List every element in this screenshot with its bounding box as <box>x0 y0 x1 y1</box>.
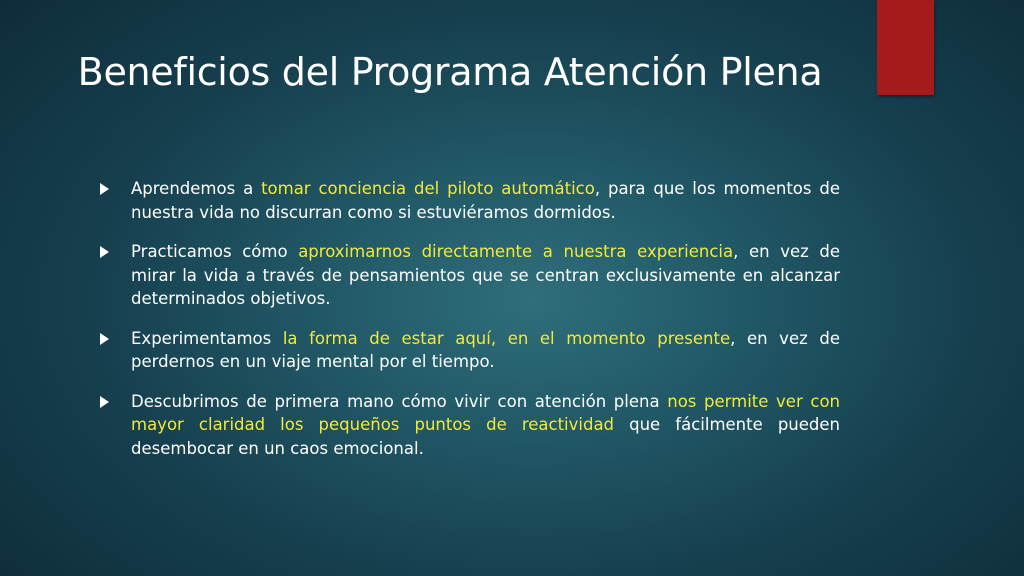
triangle-right-icon <box>100 333 109 345</box>
triangle-right-icon <box>100 396 109 408</box>
red-accent-tab <box>877 0 934 95</box>
bullet-text: Descubrimos de primera mano cómo vivir con atención plena <box>131 391 668 411</box>
bullet-text: Experimentamos <box>131 328 283 348</box>
bullet-list <box>100 177 840 476</box>
bullet-text: , para que los momentos de nuestra vida no discurran como si estuviéramos dormidos. <box>131 179 840 222</box>
triangle-right-icon <box>100 246 109 258</box>
bullet-text: Practicamos cómo <box>131 242 299 261</box>
bullet-highlight: la forma de estar aquí, en el momento presente <box>282 328 731 348</box>
slide-title: Beneficios del Programa Atención Plena <box>77 50 823 94</box>
bullet-highlight: nos permite ver con mayor claridad los pequeños puntos de reactividad <box>131 391 841 434</box>
bullet-text: , en vez de perdernos en un viaje mental por el tiempo. <box>131 328 840 371</box>
bullet-item <box>100 390 840 461</box>
triangle-right-icon <box>100 183 109 195</box>
bullet-text: , en vez de mirar la vida a través de pensamientos que se centran exclusivamente en alcanzar determinados objetivos. <box>131 242 841 308</box>
bullet-text: Aprendemos a <box>131 179 262 198</box>
bullet-item <box>100 240 840 311</box>
bullet-item <box>100 327 840 374</box>
bullet-text: que fácilmente pueden desembocar en un caos emocional. <box>131 415 841 458</box>
bullet-highlight: aproximarnos directamente a nuestra experiencia <box>298 242 734 261</box>
bullet-item <box>100 177 840 224</box>
bullet-highlight: tomar conciencia del piloto automático <box>261 179 595 198</box>
